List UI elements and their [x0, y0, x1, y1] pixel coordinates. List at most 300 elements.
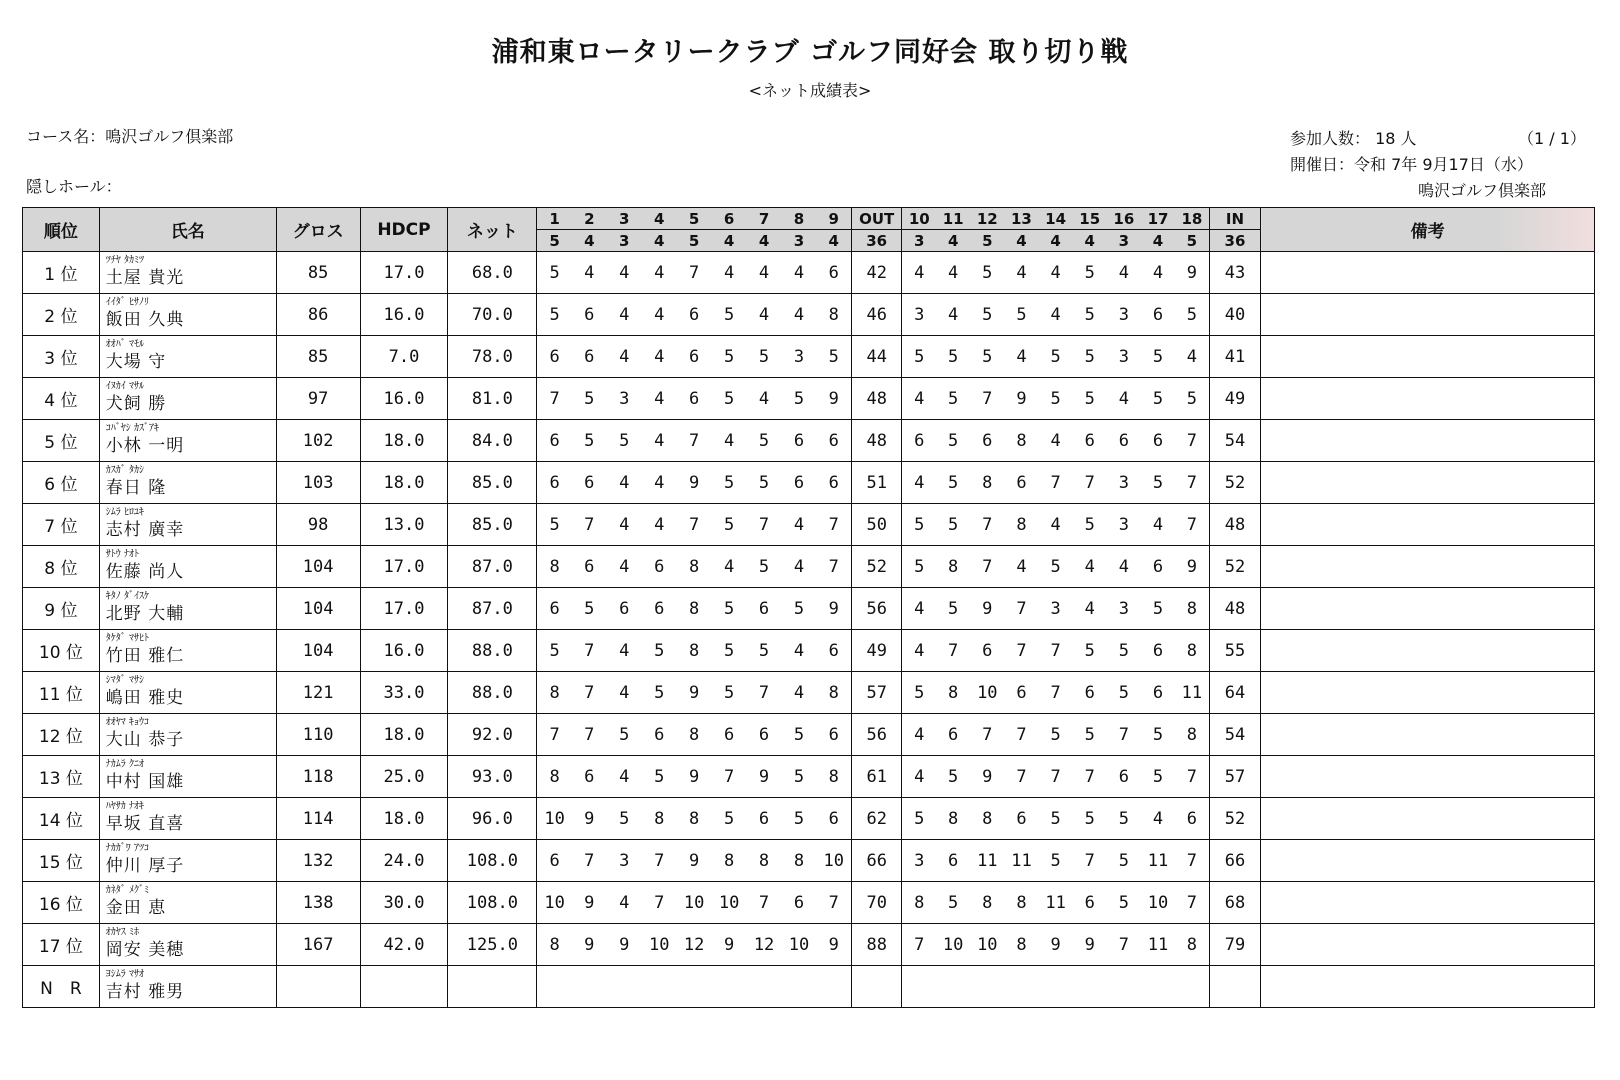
col-rank: 順位 [23, 208, 100, 252]
name-cell [99, 714, 276, 756]
gross-cell: 138 [276, 882, 360, 924]
hole-score-8: 5 [782, 588, 817, 630]
rank-cell: 11 位 [23, 672, 100, 714]
remarks-cell [1261, 756, 1595, 798]
hole-score-7: 7 [747, 672, 782, 714]
out-total-cell: 52 [851, 546, 902, 588]
hole-score-1: 6 [537, 420, 572, 462]
par-hole-3: 3 [607, 230, 642, 252]
hole-score-18 [1175, 966, 1209, 1008]
name-cell [99, 630, 276, 672]
col-hole-9: 9 [816, 208, 851, 230]
hole-score-15: 5 [1073, 630, 1107, 672]
table-row [23, 336, 1595, 378]
name-furigana: ﾀｹﾀﾞ ﾏｻﾋﾄ [105, 632, 149, 644]
hole-score-12: 8 [970, 882, 1004, 924]
hole-score-18: 6 [1175, 798, 1209, 840]
rank-cell: 8 位 [23, 546, 100, 588]
hole-score-16: 4 [1107, 252, 1141, 294]
col-hole-14: 14 [1039, 208, 1073, 230]
hole-score-14: 7 [1039, 672, 1073, 714]
player-name: 犬飼 勝 [105, 393, 167, 414]
hole-score-12: 11 [970, 840, 1004, 882]
hole-score-17: 4 [1141, 252, 1175, 294]
par-hole-6: 4 [712, 230, 747, 252]
rank-cell: 9 位 [23, 588, 100, 630]
remarks-cell [1261, 714, 1595, 756]
hole-score-11: 5 [936, 378, 970, 420]
hole-score-14: 4 [1039, 420, 1073, 462]
hole-score-16: 7 [1107, 714, 1141, 756]
hole-score-18: 7 [1175, 882, 1209, 924]
hdcp-cell: 18.0 [360, 798, 448, 840]
hole-score-17: 4 [1141, 504, 1175, 546]
hole-score-7: 6 [747, 798, 782, 840]
out-total-cell: 46 [851, 294, 902, 336]
hole-score-6: 5 [712, 504, 747, 546]
hole-score-2: 6 [572, 756, 607, 798]
gross-cell: 167 [276, 924, 360, 966]
hole-score-13: 6 [1004, 798, 1038, 840]
hole-score-11: 5 [936, 504, 970, 546]
rank-cell: 2 位 [23, 294, 100, 336]
out-total-cell: 88 [851, 924, 902, 966]
hole-score-15: 5 [1073, 504, 1107, 546]
hole-score-3: 4 [607, 756, 642, 798]
hole-score-9: 6 [816, 714, 851, 756]
hole-score-15: 5 [1073, 336, 1107, 378]
hdcp-cell: 16.0 [360, 294, 448, 336]
hole-score-13: 8 [1004, 924, 1038, 966]
hole-score-11: 7 [936, 630, 970, 672]
hole-score-3: 4 [607, 546, 642, 588]
hole-score-1: 7 [537, 714, 572, 756]
col-hole-3: 3 [607, 208, 642, 230]
hole-score-17: 5 [1141, 336, 1175, 378]
hole-score-10: 4 [902, 378, 936, 420]
hole-score-13: 7 [1004, 756, 1038, 798]
hole-score-5 [677, 966, 712, 1008]
hole-score-4: 5 [642, 756, 677, 798]
name-furigana: ｷﾀﾉ ﾀﾞｲｽｹ [105, 590, 149, 602]
hdcp-cell: 16.0 [360, 630, 448, 672]
hole-score-2: 7 [572, 714, 607, 756]
hole-score-13: 4 [1004, 336, 1038, 378]
net-cell: 85.0 [448, 462, 537, 504]
hole-score-14: 9 [1039, 924, 1073, 966]
hole-score-13: 6 [1004, 672, 1038, 714]
par-hole-13: 4 [1004, 230, 1038, 252]
hole-score-4: 5 [642, 630, 677, 672]
hdcp-cell: 17.0 [360, 588, 448, 630]
hole-score-17: 5 [1141, 756, 1175, 798]
hole-score-6: 5 [712, 798, 747, 840]
hole-score-10: 6 [902, 420, 936, 462]
name-cell [99, 252, 276, 294]
participant-count: 参加人数： 18 人 [1290, 129, 1417, 148]
hole-score-7: 4 [747, 378, 782, 420]
hole-score-16: 5 [1107, 798, 1141, 840]
col-hole-16: 16 [1107, 208, 1141, 230]
hole-score-6: 5 [712, 294, 747, 336]
table-row [23, 252, 1595, 294]
gross-cell: 102 [276, 420, 360, 462]
rank-cell: 3 位 [23, 336, 100, 378]
hole-score-16: 5 [1107, 882, 1141, 924]
hole-score-6: 10 [712, 882, 747, 924]
hole-score-2: 6 [572, 294, 607, 336]
hole-score-12: 8 [970, 798, 1004, 840]
rank-cell: 10 位 [23, 630, 100, 672]
name-furigana: ｶﾈﾀﾞ ﾒｸﾞﾐ [105, 884, 149, 896]
in-total-cell: 54 [1209, 714, 1261, 756]
hole-score-4: 4 [642, 462, 677, 504]
hole-score-1: 7 [537, 378, 572, 420]
rank-cell: N R [23, 966, 100, 1008]
hole-score-16: 6 [1107, 420, 1141, 462]
name-furigana: ﾂﾁﾔ ﾀｶﾐﾂ [105, 254, 144, 266]
hole-score-16: 5 [1107, 630, 1141, 672]
name-furigana: ﾅｶﾑﾗ ｸﾆｵ [105, 758, 144, 770]
hole-score-13: 8 [1004, 882, 1038, 924]
par-hole-16: 3 [1107, 230, 1141, 252]
table-row [23, 630, 1595, 672]
par-hole-5: 5 [677, 230, 712, 252]
hole-score-16: 3 [1107, 588, 1141, 630]
col-remarks: 備考 [1261, 208, 1595, 252]
hole-score-7: 9 [747, 756, 782, 798]
score-table [22, 207, 1595, 1008]
hole-score-15: 5 [1073, 378, 1107, 420]
hole-score-18: 9 [1175, 546, 1209, 588]
hole-score-18: 8 [1175, 714, 1209, 756]
hole-score-4: 10 [642, 924, 677, 966]
hole-score-17 [1141, 966, 1175, 1008]
name-cell [99, 378, 276, 420]
hdcp-cell: 7.0 [360, 336, 448, 378]
par-out: 36 [851, 230, 902, 252]
table-row [23, 294, 1595, 336]
hole-score-5: 7 [677, 420, 712, 462]
col-hole-8: 8 [782, 208, 817, 230]
hole-score-11 [936, 966, 970, 1008]
hole-score-1: 5 [537, 294, 572, 336]
hole-score-6: 4 [712, 420, 747, 462]
hdcp-cell: 42.0 [360, 924, 448, 966]
hole-score-5: 6 [677, 294, 712, 336]
hole-score-6: 5 [712, 672, 747, 714]
table-row [23, 462, 1595, 504]
name-cell [99, 588, 276, 630]
hole-score-4: 4 [642, 420, 677, 462]
hole-score-17: 6 [1141, 546, 1175, 588]
net-cell: 93.0 [448, 756, 537, 798]
name-furigana: ｲﾇｶｲ ﾏｻﾙ [105, 380, 144, 392]
name-cell [99, 294, 276, 336]
hole-score-16 [1107, 966, 1141, 1008]
hole-score-17: 5 [1141, 588, 1175, 630]
remarks-cell [1261, 630, 1595, 672]
hole-score-1: 10 [537, 882, 572, 924]
player-name: 土屋 貴光 [105, 267, 185, 288]
net-cell [448, 966, 537, 1008]
hole-score-6: 9 [712, 924, 747, 966]
remarks-cell [1261, 672, 1595, 714]
hole-score-16: 5 [1107, 672, 1141, 714]
hole-score-13: 11 [1004, 840, 1038, 882]
hole-score-9: 6 [816, 630, 851, 672]
hole-score-3: 4 [607, 882, 642, 924]
hole-score-15: 6 [1073, 672, 1107, 714]
name-cell [99, 924, 276, 966]
hole-score-14: 7 [1039, 630, 1073, 672]
remarks-cell [1261, 378, 1595, 420]
name-cell [99, 672, 276, 714]
col-hole-10: 10 [902, 208, 936, 230]
hole-score-18: 8 [1175, 588, 1209, 630]
hole-score-12: 9 [970, 588, 1004, 630]
hole-score-7: 5 [747, 336, 782, 378]
hole-score-12: 7 [970, 714, 1004, 756]
rank-cell: 15 位 [23, 840, 100, 882]
col-hole-13: 13 [1004, 208, 1038, 230]
par-hole-2: 4 [572, 230, 607, 252]
hole-score-2: 9 [572, 798, 607, 840]
name-furigana: ｲｲﾀﾞ ﾋｻﾉﾘ [105, 296, 149, 308]
hole-score-4: 4 [642, 294, 677, 336]
out-total-cell: 56 [851, 588, 902, 630]
hole-score-5: 7 [677, 252, 712, 294]
hole-score-2: 9 [572, 882, 607, 924]
hole-score-4: 6 [642, 546, 677, 588]
remarks-cell [1261, 252, 1595, 294]
net-cell: 70.0 [448, 294, 537, 336]
hole-score-1: 8 [537, 546, 572, 588]
hole-score-17: 11 [1141, 840, 1175, 882]
hole-score-10: 3 [902, 294, 936, 336]
hole-score-10: 4 [902, 252, 936, 294]
par-hole-8: 3 [782, 230, 817, 252]
hole-score-4: 4 [642, 504, 677, 546]
net-cell: 78.0 [448, 336, 537, 378]
hole-score-5: 8 [677, 630, 712, 672]
hole-score-6: 5 [712, 378, 747, 420]
hole-score-17: 11 [1141, 924, 1175, 966]
hole-score-12 [970, 966, 1004, 1008]
hole-score-16: 3 [1107, 504, 1141, 546]
hole-score-18: 7 [1175, 504, 1209, 546]
score-table-body [23, 252, 1595, 1008]
remarks-cell [1261, 546, 1595, 588]
hole-score-11: 5 [936, 336, 970, 378]
hole-score-15: 4 [1073, 588, 1107, 630]
name-furigana: ﾊﾔｻｶ ﾅｵｷ [105, 800, 144, 812]
hole-score-9 [816, 966, 851, 1008]
hdcp-cell: 17.0 [360, 252, 448, 294]
hole-score-11: 8 [936, 672, 970, 714]
hole-score-7: 7 [747, 504, 782, 546]
hdcp-cell: 25.0 [360, 756, 448, 798]
name-cell [99, 966, 276, 1008]
hdcp-cell: 30.0 [360, 882, 448, 924]
gross-cell: 104 [276, 588, 360, 630]
hole-score-7: 4 [747, 294, 782, 336]
hole-score-6: 5 [712, 630, 747, 672]
hole-score-18: 5 [1175, 294, 1209, 336]
gross-cell: 97 [276, 378, 360, 420]
hole-score-9: 8 [816, 294, 851, 336]
hole-score-3: 3 [607, 840, 642, 882]
remarks-cell [1261, 924, 1595, 966]
net-cell: 92.0 [448, 714, 537, 756]
col-name: 氏名 [99, 208, 276, 252]
gross-cell: 104 [276, 546, 360, 588]
gross-cell: 98 [276, 504, 360, 546]
hole-score-18: 8 [1175, 630, 1209, 672]
hole-score-18: 8 [1175, 924, 1209, 966]
hole-score-8: 4 [782, 504, 817, 546]
player-name: 佐藤 尚人 [105, 561, 185, 582]
col-hole-15: 15 [1073, 208, 1107, 230]
hole-score-10: 4 [902, 630, 936, 672]
hole-score-11: 6 [936, 840, 970, 882]
hole-score-3: 5 [607, 798, 642, 840]
gross-cell: 110 [276, 714, 360, 756]
out-total-cell: 48 [851, 378, 902, 420]
hole-score-6: 5 [712, 462, 747, 504]
hole-score-10: 4 [902, 756, 936, 798]
col-hole-4: 4 [642, 208, 677, 230]
hole-score-17: 5 [1141, 462, 1175, 504]
hole-score-6: 5 [712, 588, 747, 630]
hole-score-14: 4 [1039, 504, 1073, 546]
hole-score-11: 8 [936, 546, 970, 588]
hole-score-4: 6 [642, 714, 677, 756]
hole-score-5: 7 [677, 504, 712, 546]
net-cell: 87.0 [448, 588, 537, 630]
out-total-cell: 50 [851, 504, 902, 546]
gross-cell: 132 [276, 840, 360, 882]
hdcp-cell: 16.0 [360, 378, 448, 420]
col-hole-7: 7 [747, 208, 782, 230]
hole-score-11: 5 [936, 756, 970, 798]
hole-score-16: 6 [1107, 756, 1141, 798]
hole-score-6: 4 [712, 252, 747, 294]
hole-score-1: 8 [537, 924, 572, 966]
hole-score-11: 5 [936, 588, 970, 630]
in-total-cell: 52 [1209, 462, 1261, 504]
hole-score-9: 8 [816, 756, 851, 798]
hole-score-8: 8 [782, 840, 817, 882]
hole-score-1: 6 [537, 588, 572, 630]
rank-cell: 5 位 [23, 420, 100, 462]
col-hole-5: 5 [677, 208, 712, 230]
in-total-cell: 41 [1209, 336, 1261, 378]
net-cell: 88.0 [448, 672, 537, 714]
hole-score-7: 4 [747, 252, 782, 294]
in-total-cell: 55 [1209, 630, 1261, 672]
hole-score-13: 4 [1004, 546, 1038, 588]
gross-cell: 104 [276, 630, 360, 672]
hole-score-8: 6 [782, 420, 817, 462]
net-cell: 84.0 [448, 420, 537, 462]
hole-score-1: 5 [537, 504, 572, 546]
hole-score-14: 7 [1039, 462, 1073, 504]
hole-score-11: 6 [936, 714, 970, 756]
hole-score-2: 7 [572, 504, 607, 546]
hdcp-cell: 33.0 [360, 672, 448, 714]
hole-score-10: 5 [902, 798, 936, 840]
hole-score-15: 7 [1073, 756, 1107, 798]
name-furigana: ｵｶﾔｽ ﾐﾎ [105, 926, 139, 938]
remarks-cell [1261, 420, 1595, 462]
hole-score-9: 9 [816, 588, 851, 630]
col-hole-1: 1 [537, 208, 572, 230]
col-hole-2: 2 [572, 208, 607, 230]
out-total-cell: 62 [851, 798, 902, 840]
hole-score-14: 5 [1039, 840, 1073, 882]
out-total-cell: 57 [851, 672, 902, 714]
hole-score-4: 5 [642, 672, 677, 714]
hole-score-12: 10 [970, 672, 1004, 714]
hole-score-17: 10 [1141, 882, 1175, 924]
col-hole-11: 11 [936, 208, 970, 230]
col-net: ネット [448, 208, 537, 252]
hole-score-8: 5 [782, 714, 817, 756]
name-furigana: ｵｵﾔﾏ ｷｮｳｺ [105, 716, 149, 728]
hole-score-14: 4 [1039, 252, 1073, 294]
hole-score-4 [642, 966, 677, 1008]
table-row [23, 798, 1595, 840]
table-row [23, 714, 1595, 756]
hole-score-3 [607, 966, 642, 1008]
hole-score-13: 9 [1004, 378, 1038, 420]
hole-score-10: 4 [902, 714, 936, 756]
hole-score-18: 9 [1175, 252, 1209, 294]
hole-score-16: 7 [1107, 924, 1141, 966]
name-cell [99, 462, 276, 504]
in-total-cell: 48 [1209, 588, 1261, 630]
hole-score-17: 4 [1141, 798, 1175, 840]
col-hole-6: 6 [712, 208, 747, 230]
name-cell [99, 504, 276, 546]
hole-score-14: 11 [1039, 882, 1073, 924]
net-cell: 108.0 [448, 882, 537, 924]
hole-score-2: 5 [572, 588, 607, 630]
player-name: 嶋田 雅史 [105, 687, 185, 708]
hole-score-13: 4 [1004, 252, 1038, 294]
hdcp-cell: 18.0 [360, 462, 448, 504]
rank-cell: 4 位 [23, 378, 100, 420]
in-total-cell: 57 [1209, 756, 1261, 798]
net-cell: 96.0 [448, 798, 537, 840]
hole-score-8: 4 [782, 252, 817, 294]
par-hole-15: 4 [1073, 230, 1107, 252]
hole-score-1: 6 [537, 336, 572, 378]
hole-score-12: 7 [970, 546, 1004, 588]
hole-score-7: 5 [747, 462, 782, 504]
hole-score-15: 5 [1073, 714, 1107, 756]
player-name: 岡安 美穂 [105, 939, 185, 960]
hole-score-13 [1004, 966, 1038, 1008]
hole-score-7: 5 [747, 630, 782, 672]
hole-score-8: 5 [782, 378, 817, 420]
hole-score-4: 4 [642, 252, 677, 294]
hole-score-5: 9 [677, 462, 712, 504]
remarks-cell [1261, 882, 1595, 924]
in-total-cell: 43 [1209, 252, 1261, 294]
hole-score-5: 6 [677, 336, 712, 378]
